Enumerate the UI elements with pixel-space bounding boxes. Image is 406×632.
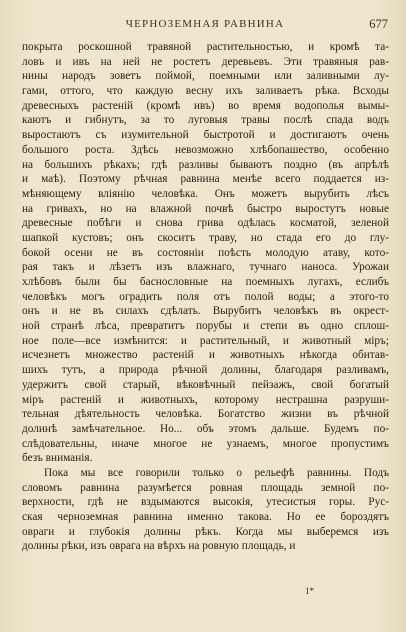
text-line: рая такъ и лѣзетъ изъ влажнаго, тучнаго наноса. Урожаи (22, 261, 389, 274)
text-line: слѣдовательны, иначе многое не узнаемъ, многое пропустимъ (22, 437, 389, 450)
text-line: шихъ тутъ, а природа рѣчной долины, благодаря разливамъ, (22, 364, 389, 377)
text-line: ной странѣ лѣса, превратитъ порубы и степи въ одно сплош- (22, 320, 389, 333)
text-line: тельная дѣятельность человѣка. Богатство жизни въ рѣчной (22, 408, 389, 421)
text-line: нины народъ зоветъ поймой, поемными или заливными лу- (22, 70, 389, 83)
text-line: гами, оттого, что каждую весну ихъ заливаетъ рѣка. Всходы (22, 85, 389, 98)
text-line: ловъ и ивъ на ней не ростетъ деревьевъ. Эти травяныя рав- (22, 55, 389, 68)
text-line: безъ вниманія. (22, 452, 93, 465)
text-line: каютъ и гибнутъ, за то луговыя травы послѣ спада водъ (22, 114, 389, 127)
running-title: ЧЕРНОЗЕМНАЯ РАВНИНА (125, 18, 285, 30)
text-line: на гривахъ, но на влажной почвѣ быстро выростутъ новые (22, 202, 389, 215)
text-line: овраги и глубокія долины рѣкъ. Когда мы выберемся изъ (22, 525, 389, 538)
text-line: исчезнетъ множество растеній и животныхъ нѣкогда обитав- (22, 349, 389, 362)
text-line: міръ растеній и животныхъ, которому нестрашна разруши- (22, 393, 389, 406)
text-line: бокой осени не въ состояніи поѣсть молодую атаву, кото- (22, 246, 389, 259)
text-line: долинѣ замѣчательное. Но... объ этомъ дальше. Будемъ по- (22, 422, 389, 435)
text-line: большого роста. Здѣсь невозможно хлѣбопашество, особенно (22, 143, 389, 156)
text-line: Пока мы все говорили только о рельефѣ равнины. Подъ (44, 466, 389, 479)
text-line: словомъ равнина разумѣется ровная площадь земной по- (22, 481, 389, 494)
running-head (22, 18, 388, 34)
text-line: хлѣбовъ были бы баснословные на поемныхъ лугахъ, еслибъ (22, 276, 389, 288)
signature-mark: 1* (305, 586, 314, 596)
text-line: древесные побѣги и снова грива одѣлась косматой, зеленой (22, 217, 389, 230)
text-line: шапкой кустовъ; онъ скоситъ траву, но стада его до глу- (22, 231, 389, 244)
text-line: ская черноземная равнина именно такова. Но ее бороздятъ (22, 511, 389, 523)
text-line: древесныхъ растеній (кромѣ ивъ) во время водополья вымы- (22, 99, 389, 112)
text-line: на большихъ рѣкахъ; гдѣ разливы бываютъ поздно (въ апрѣлѣ (22, 158, 389, 171)
text-line: и маѣ). Поэтому рѣчная равнина менѣе всего поддается из- (22, 173, 389, 186)
text-line: онъ и не въ силахъ сдѣлать. Вырубитъ человѣкъ въ окрест- (22, 305, 389, 318)
page-number: 677 (369, 17, 388, 31)
text-line: удержитъ свой старый, вѣковѣчный пейзажъ, свой богатый (22, 378, 389, 391)
text-line: выростаютъ съ изумительной быстротой и достигаютъ очень (22, 129, 389, 142)
text-line: верхности, гдѣ не вздымаются высокія, утесистыя горы. Рус- (22, 496, 389, 509)
text-line: мѣняющему вліянію человѣка. Онъ можетъ вырубить лѣсъ (22, 187, 389, 200)
text-line: ное поле—все измѣнится: и растительный, и животный міръ; (22, 334, 389, 347)
text-line: долины рѣки, изъ оврага на вѣрхъ на ровную площадь, и (22, 540, 296, 553)
text-line: покрыта роскошной травяной растительностью, и кромѣ та- (22, 41, 389, 53)
body-text (22, 40, 389, 554)
text-line: человѣкъ могъ оградить поля отъ полой воды; а этого-то (22, 290, 389, 303)
